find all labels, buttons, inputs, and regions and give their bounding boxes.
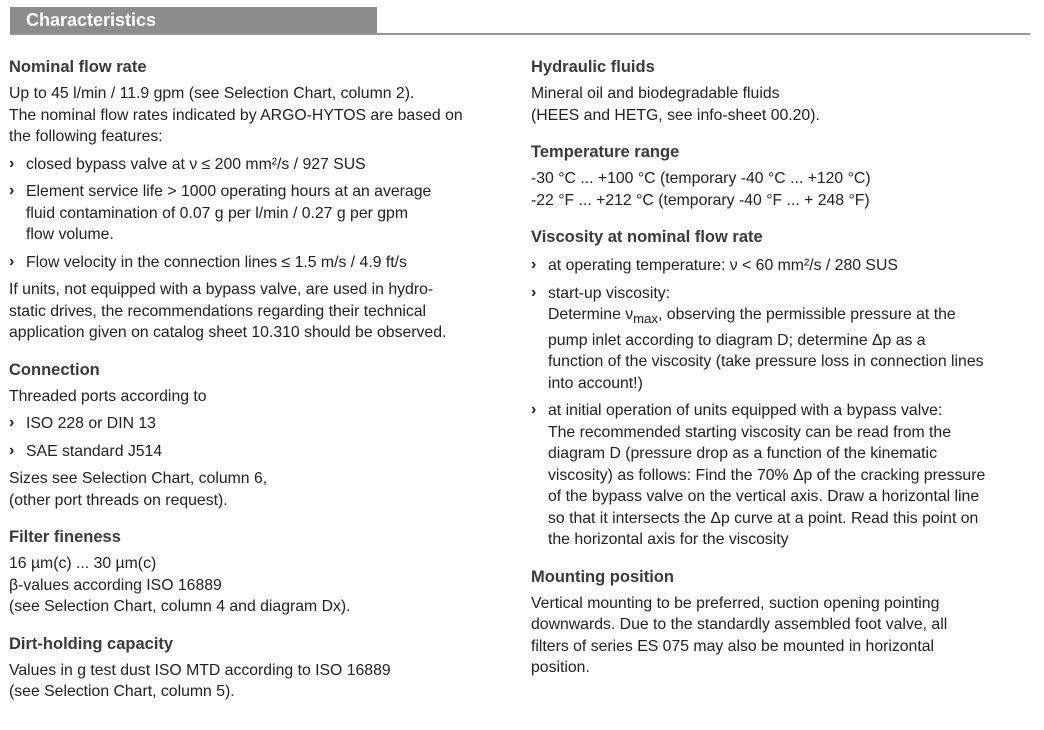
nominal-flow-list [9,154,514,274]
nominal-flow-heading: Nominal flow rate [9,58,147,76]
nominal-flow-outro: If units, not equipped with a bypass valve, are used in hydro- static drives, the recommendations regarding their technical application given on catalog sheet 10.310 should be observed. [9,281,447,341]
bullet-icon: › [531,401,537,419]
connection-intro: Threaded ports according to [9,387,207,405]
left-column [9,55,514,717]
filter-fineness-text: 16 µm(c) ... 30 µm(c) β-values according ISO 16889 (see Selection Chart, column 4 and diagram Dx). [9,555,351,615]
connection-list [9,413,514,462]
bullet-icon: › [9,414,15,431]
startup-text-b: , observing the permissible pressure at the pump inlet according to diagram D; determine Δp as a function of the viscosity (take pressure loss in connection lines into account!) [548,306,984,392]
connection-section [9,358,514,512]
bullet-icon: › [531,256,537,273]
connection-outro: Sizes see Selection Chart, column 6, (other port threads on request). [9,470,268,509]
section-header [10,7,377,33]
list-item-text: at initial operation of units equipped with a bypass valve: The recommended starting viscosity can be read from the diagram D (pressure drop as a function of the kinematic viscosity) as follows: Find the 70% Δp of the cracking pressure of the bypass valve on the vertical axis. Draw a horizontal line so that it intersects the Δp curve at a point. Read this point on the horizontal axis for the viscosity [548,402,986,549]
header-divider [10,33,1030,35]
filter-fineness-heading: Filter fineness [9,528,121,546]
list-item [531,255,1036,277]
bullet-icon: › [9,154,15,172]
nominal-flow-section [9,55,514,344]
list-item-text: Element service life > 1000 operating hours at an average fluid contamination of 0.07 g per l/min / 0.27 g per gpm flow volume. [26,183,432,243]
hydraulic-fluids-heading: Hydraulic fluids [531,58,655,76]
hydraulic-fluids-text: Mineral oil and biodegradable fluids (HEES and HETG, see info-sheet 00.20). [531,85,820,124]
bullet-icon: › [531,283,537,301]
list-item-text: ISO 228 or DIN 13 [26,415,156,432]
dirt-holding-heading: Dirt-holding capacity [9,634,174,653]
mounting-section [531,565,1036,679]
list-item [9,252,514,274]
temperature-heading: Temperature range [531,143,680,161]
list-item-text: at operating temperature: ν < 60 mm²/s / 280 SUS [548,257,898,274]
viscosity-list [531,255,1036,551]
list-item [531,400,1036,551]
bullet-icon: › [9,182,15,199]
bullet-icon: › [9,252,15,270]
header-title: Characteristics [26,10,157,30]
list-item [9,413,514,435]
list-item-text: start-up viscosity: [548,284,671,302]
right-column [531,55,1036,693]
list-item-text: closed bypass valve at ν ≤ 200 mm²/s / 927 SUS [26,155,366,173]
mounting-text: Vertical mounting to be preferred, suction opening pointing downwards. Due to the standardly assembled foot valve, all filters of series ES 075 may also be mounted in horizontal position. [531,594,948,677]
filter-fineness-section [9,525,514,618]
bullet-icon: › [9,441,15,459]
list-item-text: SAE standard J514 [26,442,163,460]
viscosity-heading: Viscosity at nominal flow rate [531,228,763,246]
dirt-holding-text: Values in g test dust ISO MTD according to ISO 16889 (see Selection Chart, column 5). [9,661,391,700]
list-item [531,283,1036,395]
list-item [9,154,514,176]
temperature-section [531,140,1036,211]
mounting-heading: Mounting position [531,567,674,586]
connection-heading: Connection [9,360,100,379]
hydraulic-fluids-section [531,55,1036,126]
nominal-flow-intro: Up to 45 l/min / 11.9 gpm (see Selection Chart, column 2). The nominal flow rates indicated by ARGO-HYTOS are based on the following features: [9,85,463,145]
startup-text-a: Determine ν [548,306,634,323]
startup-subscript: max [633,311,659,327]
list-item [9,441,514,463]
dirt-holding-section [9,632,514,703]
list-item [9,181,514,246]
viscosity-section [531,225,1036,551]
temperature-text: -30 °C ... +100 °C (temporary -40 °C ... +120 °C) -22 °F ... +212 °C (temporary -40 °F ... + 248 °F) [531,170,871,209]
list-item-text: Flow velocity in the connection lines ≤ 1.5 m/s / 4.9 ft/s [26,253,407,271]
